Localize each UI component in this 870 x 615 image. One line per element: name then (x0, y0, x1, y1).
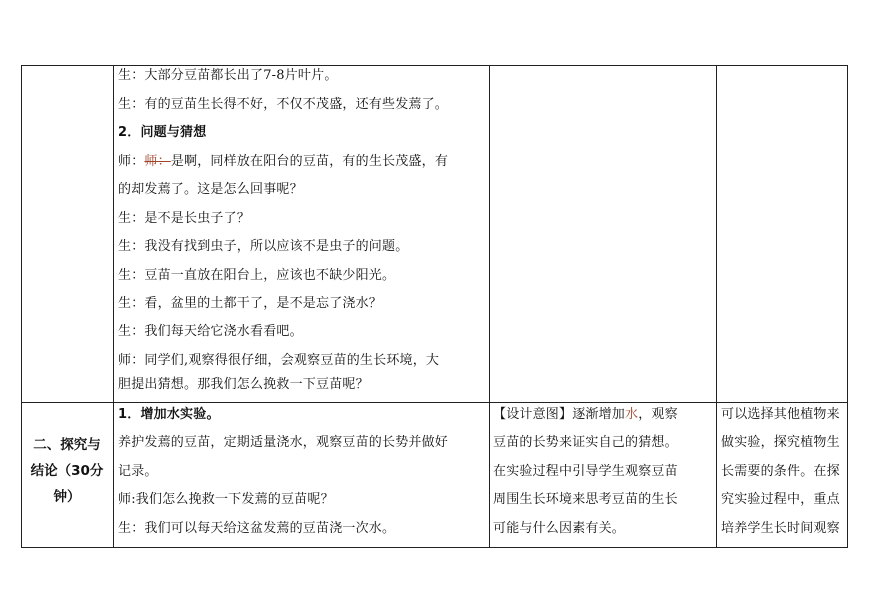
extension-line: 做实验，探究植物生 (721, 435, 840, 450)
design-intent-text: ，观察 (638, 407, 678, 422)
dialogue-line: 生：大部分豆苗都长出了7-8片叶片。 (118, 68, 338, 83)
design-intent-line (493, 405, 678, 425)
dialogue-line: 生：我们可以每天给这盆发蔫的豆苗浇一次水。 (118, 521, 396, 536)
col-border-1 (113, 65, 114, 548)
col-border-3 (716, 65, 717, 548)
dialogue-line: 生：有的豆苗生长得不好，不仅不茂盛，还有些发蔫了。 (118, 97, 449, 112)
category-line: 二、探究与 (33, 437, 101, 453)
dialogue-line: 胆提出猜想。那我们怎么挽救一下豆苗呢？ (118, 377, 369, 392)
extension-line: 培养学生长时间观察 (721, 521, 840, 536)
dialogue-line: 的却发蔫了。这是怎么回事呢？ (118, 182, 303, 197)
design-intent-line: 在实验过程中引导学生观察豆苗 (493, 464, 678, 479)
procedure-line: 记录。 (118, 464, 158, 479)
procedure-line: 养护发蔫的豆苗，定期适量浇水，观察豆苗的长势并做好 (118, 435, 449, 450)
dialogue-line: 生：我没有找到虫子，所以应该不是虫子的问题。 (118, 239, 409, 254)
col-border-2 (489, 65, 490, 548)
dialogue-line: 生：我们每天给它浇水看看吧。 (118, 324, 303, 339)
category-line: 钟） (53, 489, 81, 505)
table-bottom-border (21, 547, 848, 548)
col-border-right (847, 65, 848, 548)
highlighted-text: 水 (625, 407, 639, 422)
design-intent-line: 周围生长环境来思考豆苗的生长 (493, 492, 678, 507)
dialogue-line: 生：看，盆里的土都干了，是不是忘了浇水？ (118, 296, 383, 311)
extension-line: 可以选择其他植物来 (721, 407, 840, 422)
section-heading: 1．增加水实验。 (118, 407, 220, 422)
extension-line: 究实验过程中，重点 (721, 492, 840, 507)
extension-line: 长需要的条件。在探 (721, 464, 840, 479)
dialogue-line: 师:我们怎么挽救一下发蔫的豆苗呢？ (118, 492, 334, 507)
speaker-label: 师： (118, 154, 145, 169)
dialogue-line: 生：豆苗一直放在阳台上，应该也不缺少阳光。 (118, 268, 396, 283)
category-line: 结论（30分 (30, 463, 104, 479)
design-intent-label: 【设计意图】逐渐增加 (493, 407, 626, 422)
dialogue-line: 师：同学们,观察得很仔细，会观察豆苗的生长环境，大 (118, 353, 440, 368)
stage-category (21, 432, 113, 510)
struck-text: 师： (144, 154, 171, 169)
design-intent-line: 豆苗的长势来证实自己的猜想。 (493, 435, 678, 450)
dialogue-text: 是啊，同样放在阳台的豆苗，有的生长茂盛，有 (170, 154, 449, 169)
design-intent-line: 可能与什么因素有关。 (493, 521, 626, 536)
row-divider (21, 402, 848, 403)
dialogue-line: 生：是不是长虫子了？ (118, 211, 251, 226)
section-heading: 2．问题与猜想 (118, 125, 207, 140)
lesson-table (21, 65, 848, 548)
dialogue-line (118, 152, 448, 172)
